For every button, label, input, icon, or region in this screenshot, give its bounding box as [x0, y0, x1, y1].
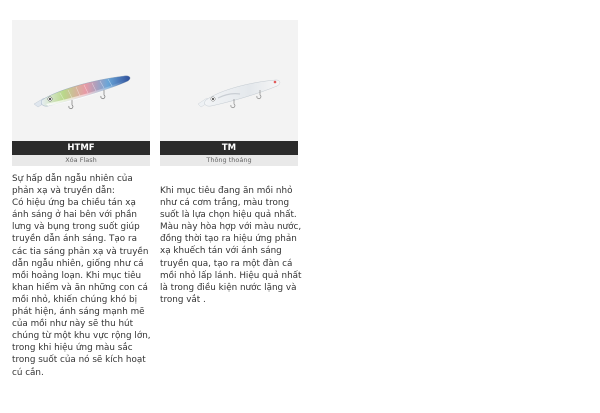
product-description-htmf [12, 173, 154, 379]
product-subtitle-tm: Thông thoáng [160, 155, 298, 166]
description-body-htmf: Có hiệu ứng ba chiều tán xạ ánh sáng ở hai bên với phần lưng và bụng trong suốt giúp truyền dẫn ánh sáng. Tạo ra các tia sáng phản xạ và truyền dẫn ngẫu nhiên, giống như cá mồi hoảng loạn. Khi mục tiêu khan hiếm và ăn những con cá mồi nhỏ, khiến chúng khó bị phát hiện, ánh sáng mạnh mẽ của mồi như này sẽ thu hút chúng từ một khu vực rộng lớn, trong khi hiệu ứng màu sắc trong suốt của nó sẽ kích hoạt cú cắn. [12, 198, 151, 378]
product-image-htmf[interactable] [12, 20, 150, 141]
product-card-tm[interactable] [160, 20, 298, 166]
lure-htmf-icon [12, 20, 150, 141]
product-card-htmf[interactable] [12, 20, 150, 166]
product-name-htmf: HTMF [12, 141, 150, 155]
product-description-tm [160, 185, 302, 306]
product-image-tm[interactable] [160, 20, 298, 141]
product-subtitle-htmf: Xóa Flash [12, 155, 150, 166]
lure-tm-icon [160, 20, 298, 141]
description-body-tm: Khi mục tiêu đang ăn mồi nhỏ như cá cơm trắng, màu trong suốt là lựa chọn hiệu quả nhất. Màu này hòa hợp với màu nước, đồng thời tạo ra hiệu ứng phản xạ khuếch tán với ánh sáng truyền qua, tạo ra một đàn cá mồi nhỏ lấp lánh. Hiệu quả nhất là trong điều kiện nước lặng và trong vắt . [160, 186, 302, 305]
description-title-htmf: Sự hấp dẫn ngẫu nhiên của phản xạ và truyền dẫn: [12, 174, 133, 197]
product-name-tm: TM [160, 141, 298, 155]
